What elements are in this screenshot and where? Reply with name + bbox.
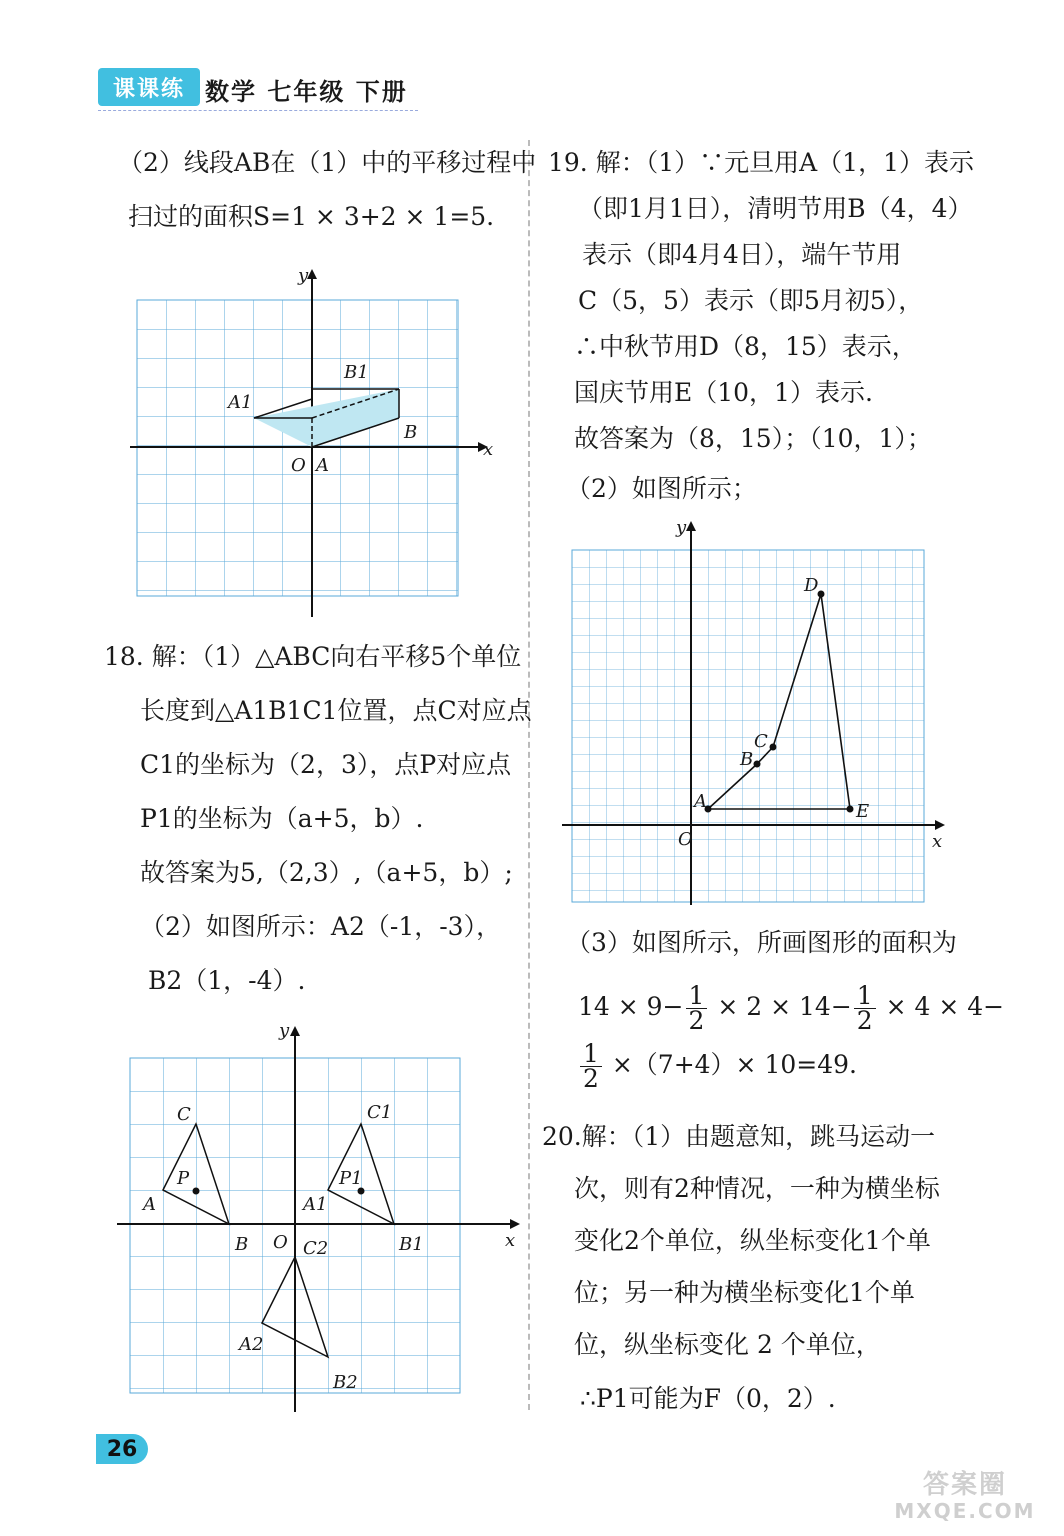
point-p-label: P	[177, 1168, 190, 1189]
fraction-half	[854, 981, 876, 1035]
expr-d: ×（7+4）× 10=49.	[603, 1050, 857, 1079]
origin-label: O	[273, 1232, 288, 1253]
frac-num: 1	[580, 1042, 602, 1067]
header-divider	[98, 110, 418, 111]
point-b1-label: B1	[344, 362, 369, 383]
expr-a: 14 × 9−	[578, 992, 684, 1021]
q20-line1: 20.解：（1）由题意知，跳马运动一	[542, 1122, 936, 1151]
frac-num: 1	[686, 984, 708, 1009]
q20-line2: 次，则有2种情况，一种为横坐标	[574, 1174, 940, 1203]
point-c1-label: C1	[367, 1102, 393, 1123]
graph-triangles	[115, 1020, 525, 1415]
point-a1-label: A1	[303, 1194, 328, 1215]
expr-c: × 4 × 4−	[877, 992, 1005, 1021]
y-axis-arrow	[290, 1026, 300, 1036]
point-b-label: B	[235, 1234, 249, 1255]
point-c-label: C	[754, 731, 768, 752]
page-number: 26	[96, 1434, 148, 1464]
point-p	[193, 1188, 200, 1195]
x-label: x	[932, 831, 943, 852]
point-a2-label: A2	[239, 1334, 264, 1355]
q19-part3-expr1	[578, 982, 1004, 1033]
watermark	[880, 1472, 1050, 1532]
point-c	[770, 744, 777, 751]
point-e	[847, 806, 854, 813]
q18-line5: 故答案为5,（2,3）,（a+5，b）;	[140, 858, 513, 887]
origin-label: O	[291, 455, 306, 476]
point-a-label: A	[316, 455, 329, 476]
q20-line5: 位，纵坐标变化 2 个单位，	[574, 1330, 881, 1359]
q17-part2-line1: （2）线段AB在（1）中的平移过程中	[118, 148, 537, 177]
point-b2-label: B2	[333, 1372, 358, 1393]
point-d	[818, 591, 825, 598]
point-a-label: A	[694, 791, 707, 812]
fraction-half	[580, 1039, 602, 1093]
q19-line8: （2）如图所示；	[566, 474, 757, 503]
q19-line3: 表示（即4月4日），端午节用	[582, 240, 902, 269]
q18-line6: （2）如图所示：A2（-1，-3），	[140, 912, 502, 941]
point-e-label: E	[856, 801, 870, 822]
q18-line7: B2（1，-4）.	[148, 966, 306, 995]
q19-line2: （即1月1日），清明节用B（4，4）	[578, 194, 973, 223]
q19-part3-expr2	[578, 1040, 857, 1091]
grid-area	[572, 550, 924, 902]
q18-line4: P1的坐标为（a+5，b）.	[140, 804, 424, 833]
q19-line6: 国庆节用E（10，1）表示.	[574, 378, 873, 407]
q20-line4: 位；另一种为横坐标变化1个单	[574, 1278, 915, 1307]
watermark-top: 答案圈	[922, 1470, 1007, 1500]
fraction-half	[686, 981, 708, 1035]
point-b1-label: B1	[399, 1234, 424, 1255]
x-label: x	[483, 439, 493, 460]
y-label: y	[279, 1020, 290, 1041]
point-d-label: D	[804, 575, 819, 596]
origin-label: O	[678, 829, 693, 850]
q18-line2: 长度到△A1B1C1位置，点C对应点	[140, 696, 532, 725]
q18-line3: C1的坐标为（2，3），点P对应点	[140, 750, 512, 779]
q20-line3: 变化2个单位，纵坐标变化1个单	[574, 1226, 931, 1255]
frac-den: 2	[856, 1006, 873, 1035]
y-axis-arrow	[307, 269, 317, 279]
watermark-bottom: MXQE.COM	[894, 1499, 1036, 1523]
point-c2-label: C2	[303, 1238, 329, 1259]
x-label: x	[505, 1230, 516, 1251]
q19-line1: 19. 解：（1）∵元旦用A（1，1）表示	[548, 148, 974, 177]
point-b	[754, 761, 761, 768]
y-label: y	[676, 517, 687, 538]
y-axis-arrow	[686, 521, 696, 531]
point-c-label: C	[177, 1104, 191, 1125]
q19-line5: ∴中秋节用D（8，15）表示，	[574, 332, 917, 361]
x-axis-arrow	[510, 1219, 520, 1229]
graph-holidays	[560, 515, 950, 910]
q19-line4: C（5，5）表示（即5月初5），	[578, 286, 924, 315]
point-a-label: A	[143, 1194, 156, 1215]
q20-line6: ∴P1可能为F（0，2）.	[580, 1384, 836, 1413]
q19-line7: 故答案为（8，15）；（10，1）；	[574, 424, 932, 453]
y-label: y	[298, 265, 309, 286]
point-p1-label: P1	[339, 1168, 363, 1189]
expr-b: × 2 × 14−	[709, 992, 852, 1021]
point-b-label: B	[404, 422, 418, 443]
frac-den: 2	[688, 1006, 705, 1035]
q18-line1: 18. 解：（1）△ABC向右平移5个单位	[104, 642, 522, 671]
x-axis-arrow	[935, 820, 945, 830]
q19-part3-line1: （3）如图所示，所画图形的面积为	[566, 928, 957, 957]
series-tag: 课课练	[98, 68, 200, 106]
frac-num: 1	[854, 984, 876, 1009]
book-title: 数学 七年级 下册	[205, 78, 408, 106]
graph-translation-ab	[128, 265, 493, 625]
column-divider	[528, 140, 530, 1410]
point-a1-label: A1	[228, 392, 253, 413]
frac-den: 2	[583, 1064, 599, 1093]
point-b-label: B	[740, 749, 754, 770]
q17-part2-line2: 扫过的面积S=1 × 3+2 × 1=5.	[128, 202, 495, 231]
